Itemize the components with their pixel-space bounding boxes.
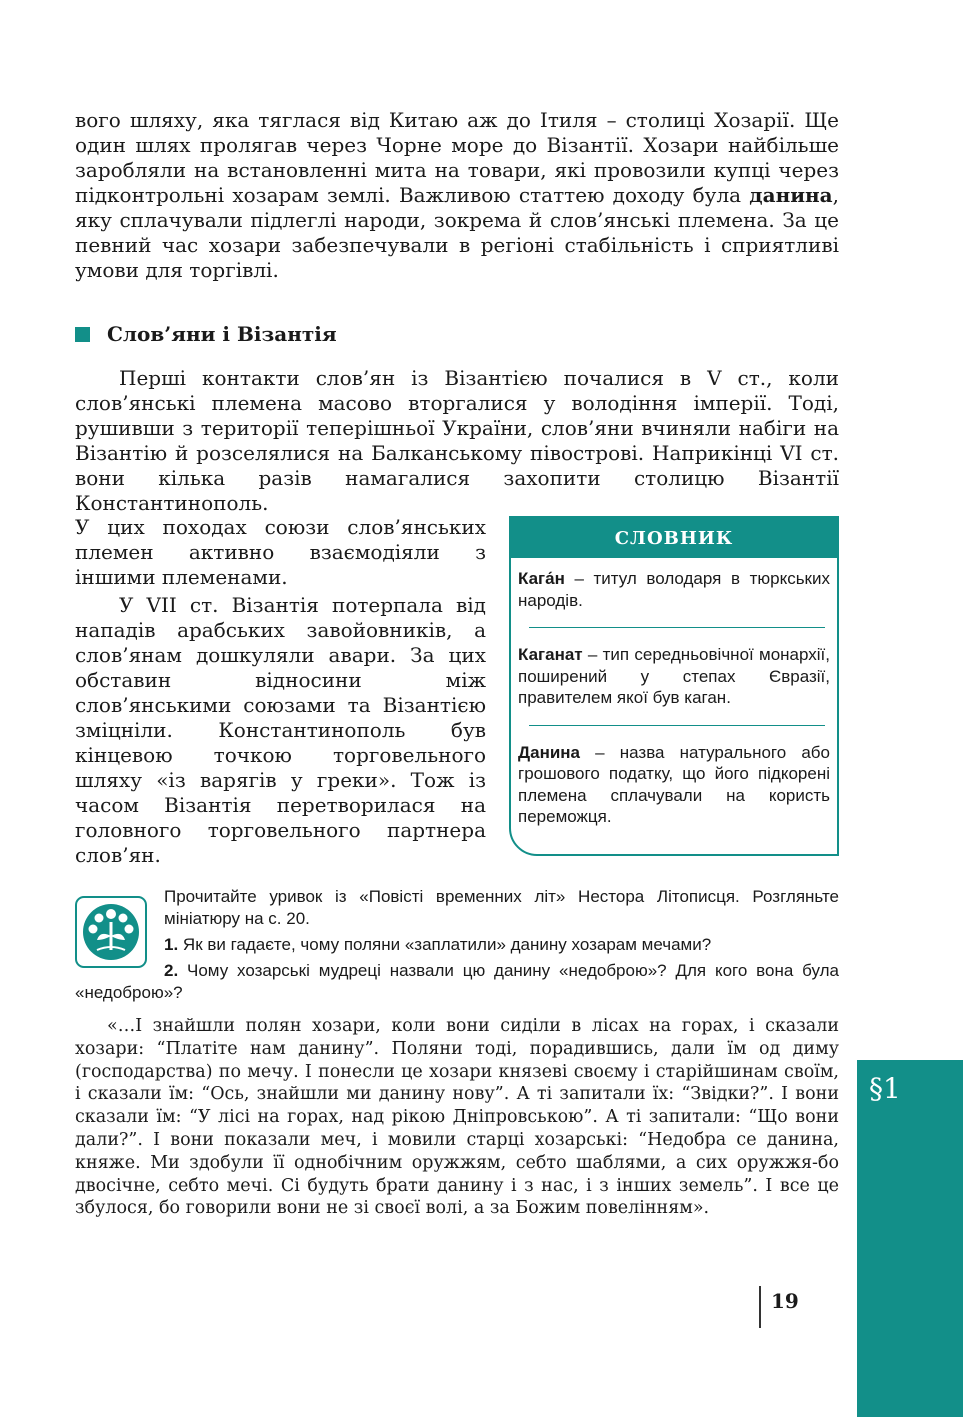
- chronicle-quote: «…І знайшли полян хозари, коли вони сиділи в лісах на горах, і сказали хозари: “Платіте нам данину”. Поляни тоді, порадившись, дали їм од диму (господарства) по мечу. І понесли це хозари князеві своєму і старійшинам своїм, і сказали їм: “Ось, знайшли ми данину нову”. А ті запитали їх: “Звідки?”. І вони сказали їм: “У лісі на горах, над рікою Дніпровською”. А ті запитали: “Що вони дали?”. І вони показали меч, і мовили старці хозарські: “Недобра се данина, княже. Ми здобули її однобічним оружжям, себто шаблями, а сих оружжя-бо двосічне, себто мечі. Сі будуть брати данину і з нас, і з інших земель”. І все це збулося, бо говорили вони не зі своєї волі, а за Божим повелінням».: [75, 1016, 839, 1219]
- task-intro: Прочитайте уривок із «Повісті временних літ» Нестора Літописця. Розгляньте мініатюру на с. 20.: [164, 887, 839, 928]
- heading-square-icon: [75, 327, 90, 342]
- glossary-title: СЛОВНИК: [511, 518, 837, 558]
- paragraph-campaigns: У цих походах союзи слов’янських племен активно взаємодіяли з іншими племенами.: [75, 515, 486, 589]
- task-question-1: [75, 934, 839, 956]
- glossary-term: Каганат: [518, 645, 583, 664]
- page-number-rule: [759, 1286, 761, 1328]
- page-number: 19: [771, 1289, 799, 1313]
- glossary-entry-danyna: [511, 742, 837, 828]
- glossary-divider: [529, 725, 825, 726]
- question-text: Як ви гадаєте, чому поляни «заплатили» данину хозарам мечами?: [178, 935, 712, 954]
- intro-text: вого шляху, яка тяглася від Китаю аж до Ітиля – столиці Хозарії. Ще один шлях пролягав через Чорне море до Візантії. Хозари найбільше заробляли на встановленні мита на товари, які провозили купці через підконтрольні хозарам землі. Важливою статтею доходу була: [75, 108, 839, 207]
- glossary-term: Данина: [518, 742, 581, 762]
- glossary-definition: – титул володаря в тюркських народів.: [518, 569, 830, 610]
- task-question-2: [75, 960, 839, 1004]
- question-text: Чому хозарські мудреці назвали цю данину «недоброю»? Для кого вона була «недоброю»?: [75, 961, 839, 1002]
- section-tab-label: §1: [869, 1072, 901, 1105]
- paragraph-contacts: Перші контакти слов’ян із Візантією почалися в V ст., коли слов’янські племена масово вторгалися у володіння імперії. Тоді, рушивши з території теперішньої України, слов’яни вчиняли набіги на Візантію й розселялися на Балканському півострові. Наприкінці VI ст. вони кілька разів намагалися захопити столицю Візантії Константинополь.: [75, 366, 839, 515]
- paragraph-seventh-century: У VII ст. Візантія потерпала від нападів арабських завойовників, а слов’янам дошкуляли авари. За цих обставин відносини між слов’янськими союзами та Візантією зміцніли. Константинополь був кінцевою точкою торговельного шляху «із варягів у греки». Тож із часом Візантія перетворилася на головного торговельного партнера слов’ян.: [75, 593, 486, 867]
- section-tab: [857, 1060, 963, 1417]
- glossary-divider: [529, 627, 825, 628]
- glossary-entry-kagan: [511, 568, 837, 611]
- task-block: [75, 886, 839, 1004]
- question-number: 1.: [164, 935, 179, 954]
- section-heading: [75, 322, 337, 346]
- glossary-definition: – назва натурального або грошового податку, що його підкорені племена сплачували на користь переможця.: [518, 742, 830, 826]
- glossary-term: Кага́н: [518, 569, 565, 588]
- intro-text-end: , яку сплачували підлеглі народи, зокрема й слов’янські племена. За це певний час хозари забезпечували в регіоні стабільність і сприятливі умови для торгівлі.: [75, 183, 839, 282]
- glossary-entry-kaganat: [511, 644, 837, 709]
- glossary-definition: – тип середньовічної монархії, поширений у степах Євразії, правителем якої був каган.: [518, 645, 830, 707]
- section-heading-text: Слов’яни і Візантія: [107, 322, 337, 346]
- intro-paragraph: [75, 108, 839, 283]
- question-number: 2.: [164, 961, 179, 980]
- glossary-box: [509, 516, 839, 856]
- term-danyna: данина: [749, 183, 833, 207]
